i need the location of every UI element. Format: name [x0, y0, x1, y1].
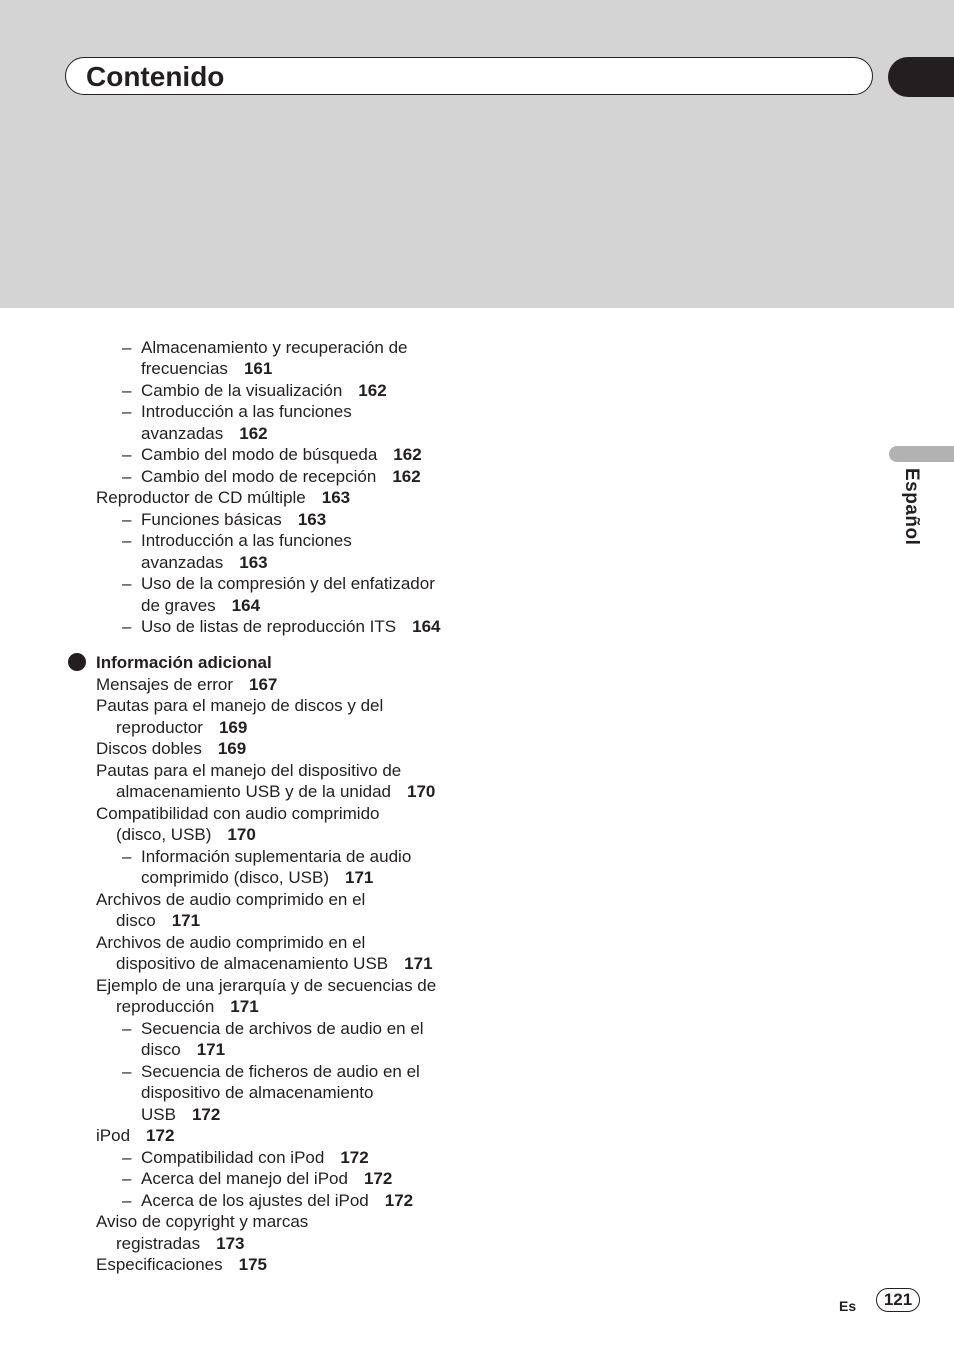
toc-entry[interactable]: Reproductor de CD múltiple 163	[96, 488, 351, 507]
language-label: Español	[901, 468, 922, 546]
toc-entry[interactable]: – Introducción a las funciones	[122, 531, 352, 550]
toc-entry[interactable]: Ejemplo de una jerarquía y de secuencias de	[96, 976, 437, 995]
section-bullet-icon	[68, 653, 86, 671]
toc-entry[interactable]: Compatibilidad con audio comprimido	[96, 804, 380, 823]
toc-entry[interactable]: reproducción 171	[116, 997, 259, 1016]
toc-entry[interactable]: (disco, USB) 170	[116, 825, 256, 844]
toc-entry[interactable]: – Secuencia de ficheros de audio en el	[122, 1062, 420, 1081]
toc-entry[interactable]: iPod 172	[96, 1126, 175, 1145]
toc-entry[interactable]: Pautas para el manejo del dispositivo de	[96, 761, 402, 780]
toc-entry[interactable]: frecuencias 161	[141, 359, 273, 378]
toc-entry[interactable]: Especificaciones 175	[96, 1255, 267, 1274]
toc-entry[interactable]: Archivos de audio comprimido en el	[96, 890, 366, 909]
toc-entry[interactable]: USB 172	[141, 1105, 221, 1124]
toc-entry[interactable]: Aviso de copyright y marcas	[96, 1212, 309, 1231]
toc-entry[interactable]: – Cambio de la visualización 162	[122, 381, 387, 400]
toc-entry[interactable]: de graves 164	[141, 596, 261, 615]
toc-entry[interactable]: Mensajes de error 167	[96, 675, 278, 694]
toc-entry[interactable]: – Uso de listas de reproducción ITS 164	[122, 617, 441, 636]
footer-language-code: Es	[839, 1298, 857, 1314]
toc-entry[interactable]: – Cambio del modo de búsqueda 162	[122, 445, 422, 464]
toc-entry[interactable]: – Cambio del modo de recepción 162	[122, 467, 421, 486]
header-band	[0, 0, 954, 308]
toc-entry[interactable]: Discos dobles 169	[96, 739, 247, 758]
toc-entry[interactable]: almacenamiento USB y de la unidad 170	[116, 782, 436, 801]
toc-entry[interactable]: dispositivo de almacenamiento USB 171	[116, 954, 433, 973]
toc-entry[interactable]: – Uso de la compresión y del enfatizador	[122, 574, 435, 593]
chapter-tab	[888, 57, 954, 97]
toc-entry[interactable]: – Compatibilidad con iPod 172	[122, 1148, 369, 1167]
toc-entry[interactable]: – Introducción a las funciones	[122, 402, 352, 421]
toc-entry[interactable]: disco 171	[116, 911, 201, 930]
section-heading[interactable]: Información adicional	[96, 653, 272, 672]
toc-entry[interactable]: – Acerca de los ajustes del iPod 172	[122, 1191, 414, 1210]
toc-entry[interactable]: Archivos de audio comprimido en el	[96, 933, 366, 952]
toc-entry[interactable]: Pautas para el manejo de discos y del	[96, 696, 384, 715]
toc-entry[interactable]: comprimido (disco, USB) 171	[141, 868, 374, 887]
toc-entry[interactable]: – Secuencia de archivos de audio en el	[122, 1019, 424, 1038]
toc-entry[interactable]: – Acerca del manejo del iPod 172	[122, 1169, 393, 1188]
toc-entry[interactable]: reproductor 169	[116, 718, 248, 737]
toc-entry[interactable]: dispositivo de almacenamiento	[141, 1083, 374, 1102]
toc-entry[interactable]: registradas 173	[116, 1234, 245, 1253]
toc-entry[interactable]: avanzadas 163	[141, 553, 268, 572]
toc-entry[interactable]: avanzadas 162	[141, 424, 268, 443]
page-number: 121	[876, 1288, 920, 1312]
toc-entry[interactable]: – Funciones básicas 163	[122, 510, 327, 529]
page-title: Contenido	[86, 61, 225, 92]
toc-entry[interactable]: – Información suplementaria de audio	[122, 847, 412, 866]
toc-entry[interactable]: – Almacenamiento y recuperación de	[122, 338, 408, 357]
title-box	[65, 57, 873, 95]
language-tab	[889, 446, 954, 462]
toc-entry[interactable]: disco 171	[141, 1040, 226, 1059]
